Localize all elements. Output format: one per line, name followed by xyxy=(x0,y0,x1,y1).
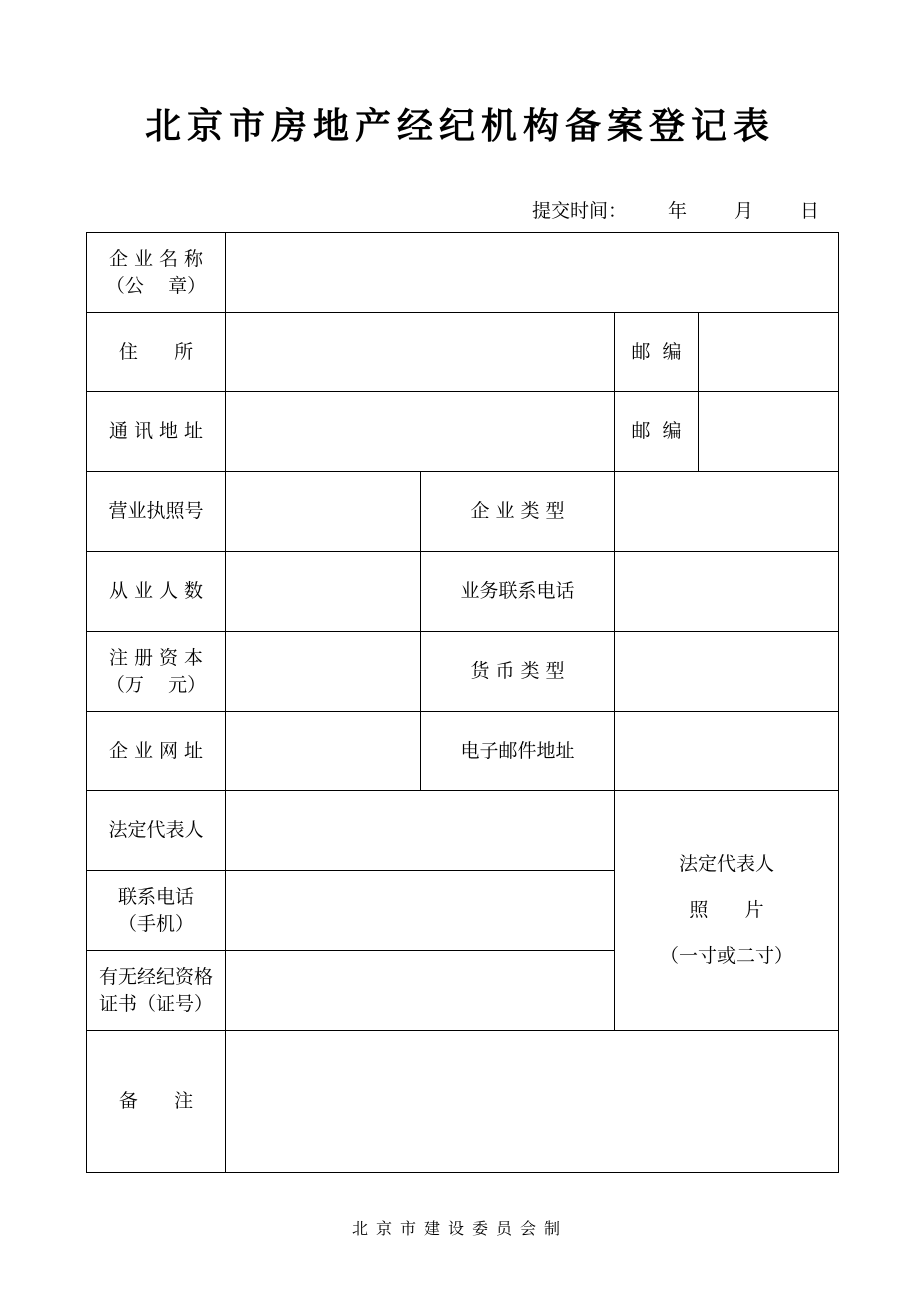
license-number-field[interactable] xyxy=(226,472,421,552)
company-name-label: 企 业 名 称 （公 章） xyxy=(87,233,226,313)
photo-label-line3: （一寸或二寸） xyxy=(659,945,793,967)
website-field[interactable] xyxy=(226,712,421,791)
employees-label: 从 业 人 数 xyxy=(87,552,226,632)
row-company-name xyxy=(87,233,839,313)
residence-postcode-label: 邮 编 xyxy=(615,313,699,392)
residence-label: 住 所 xyxy=(87,313,226,392)
remarks-label: 备 注 xyxy=(87,1031,226,1173)
row-legal-rep xyxy=(87,791,839,871)
legal-rep-label: 法定代表人 xyxy=(87,791,226,871)
email-label: 电子邮件地址 xyxy=(421,712,615,791)
row-capital xyxy=(87,632,839,712)
photo-label-line2: 照 片 xyxy=(689,899,764,921)
legal-rep-field[interactable] xyxy=(226,791,615,871)
contact-phone-label: 联系电话 （手机） xyxy=(87,871,226,951)
registration-form-table xyxy=(86,232,839,1173)
form-title: 北京市房地产经纪机构备案登记表 xyxy=(144,106,775,147)
website-label: 企 业 网 址 xyxy=(87,712,226,791)
remarks-field[interactable] xyxy=(226,1031,839,1173)
email-field[interactable] xyxy=(615,712,839,791)
currency-type-label: 货 币 类 型 xyxy=(421,632,615,712)
photo-label-line1: 法定代表人 xyxy=(678,853,774,875)
submit-date-year: 年 xyxy=(668,200,688,222)
footer-issuer: 北京市建设委员会制 xyxy=(351,1219,568,1238)
residence-postcode-field[interactable] xyxy=(699,313,839,392)
registered-capital-label: 注 册 资 本 （万 元） xyxy=(87,632,226,712)
residence-field[interactable] xyxy=(226,313,615,392)
registered-capital-field[interactable] xyxy=(226,632,421,712)
row-employees xyxy=(87,552,839,632)
mailing-address-field[interactable] xyxy=(226,392,615,472)
contact-phone-field[interactable] xyxy=(226,871,615,951)
company-name-field[interactable] xyxy=(226,233,839,313)
row-mailing-address xyxy=(87,392,839,472)
submit-date-month: 月 xyxy=(734,200,754,222)
mailing-postcode-label: 邮 编 xyxy=(615,392,699,472)
company-type-field[interactable] xyxy=(615,472,839,552)
row-residence xyxy=(87,313,839,392)
mailing-address-label: 通 讯 地 址 xyxy=(87,392,226,472)
certificate-label: 有无经纪资格 证书（证号） xyxy=(87,951,226,1031)
employees-field[interactable] xyxy=(226,552,421,632)
submit-date-day: 日 xyxy=(800,200,820,222)
business-phone-field[interactable] xyxy=(615,552,839,632)
submit-date-line xyxy=(532,196,819,223)
certificate-field[interactable] xyxy=(226,951,615,1031)
row-remarks xyxy=(87,1031,839,1173)
row-license xyxy=(87,472,839,552)
submit-date-label: 提交时间： xyxy=(532,200,628,222)
row-website xyxy=(87,712,839,791)
currency-type-field[interactable] xyxy=(615,632,839,712)
license-number-label: 营业执照号 xyxy=(87,472,226,552)
mailing-postcode-field[interactable] xyxy=(699,392,839,472)
business-phone-label: 业务联系电话 xyxy=(421,552,615,632)
photo-box[interactable] xyxy=(615,791,839,1031)
company-type-label: 企 业 类 型 xyxy=(421,472,615,552)
